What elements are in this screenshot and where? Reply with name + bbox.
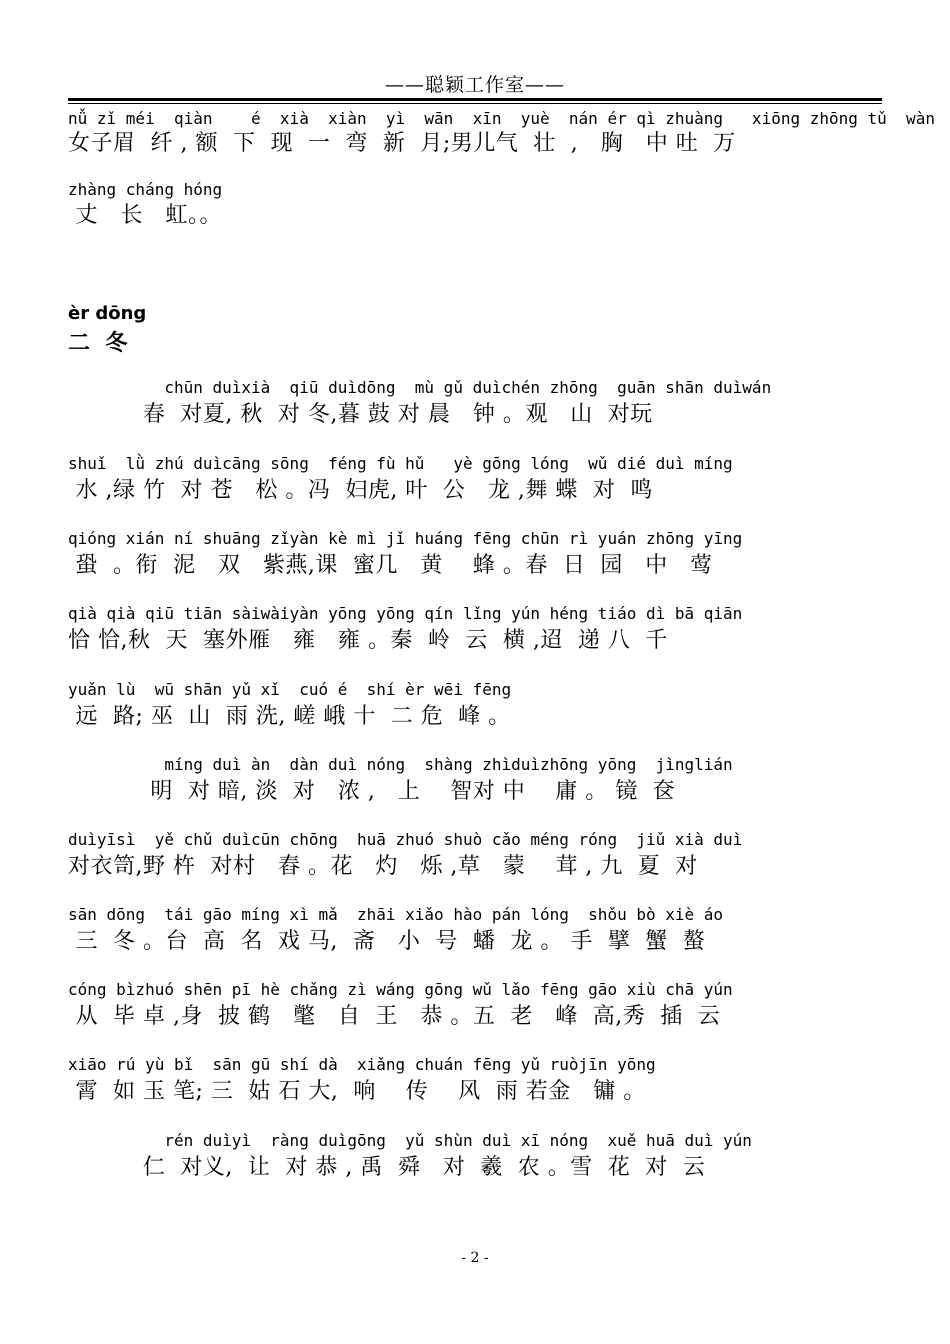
pinyin-line: míng duì àn dàn duì nóng shàng zhìduìzhōng yōng jìnglián <box>68 755 733 774</box>
pinyin-line: shuǐ lǜ zhú duìcāng sōng féng fù hǔ yè gōng lóng wǔ dié duì míng <box>68 454 733 473</box>
hanzi-line: 霄 如 玉 笔; 三 姑 石 大, 响 传 风 雨 若金 镛 。 <box>68 1079 646 1104</box>
hanzi-line: 女子眉 纤 , 额 下 现 一 弯 新 月;男儿气 壮 , 胸 中 吐 万 <box>68 131 736 156</box>
pinyin-line: sān dōng tái gāo míng xì mǎ zhāi xiǎo hào pán lóng shǒu bò xiè áo <box>68 905 724 924</box>
page-header: ——聪颖工作室—— <box>384 74 565 96</box>
pinyin-line: nǚ zǐ méi qiàn é xià xiàn yì wān xīn yuè nán ér qì zhuàng xiōng zhōng tǔ wàn <box>68 109 935 128</box>
hanzi-line: 水 ,绿 竹 对 苍 松 。冯 妇虎, 叶 公 龙 ,舞 蝶 对 鸣 <box>68 478 653 503</box>
hanzi-line: 春 对夏, 秋 对 冬,暮 鼓 对 晨 钟 。观 山 对玩 <box>68 402 653 427</box>
pinyin-line: qià qià qiū tiān sàiwàiyàn yōng yōng qín lǐng yún héng tiáo dì bā qiān <box>68 604 743 623</box>
hanzi-line: 恰 恰,秋 天 塞外雁 雍 雍 。秦 岭 云 横 ,迢 递 八 千 <box>68 628 668 653</box>
section-title: 二 冬 <box>68 330 128 356</box>
header-rule-thin <box>68 103 882 104</box>
pinyin-line: rén duìyì ràng duìgōng yǔ shùn duì xī nóng xuě huā duì yún <box>68 1131 752 1150</box>
pinyin-line: chūn duìxià qiū duìdōng mù gǔ duìchén zhōng guān shān duìwán <box>68 378 772 397</box>
page-number: - 2 - <box>461 1250 489 1266</box>
hanzi-line: 三 冬 。台 高 名 戏 马, 斋 小 号 蟠 龙 。 手 擘 蟹 螯 <box>68 929 706 954</box>
hanzi-line: 远 路; 巫 山 雨 洗, 嵯 峨 十 二 危 峰 。 <box>68 704 511 729</box>
header-rule-thick <box>68 98 882 101</box>
hanzi-line: 蛩 。衔 泥 双 紫燕,课 蜜几 黄 蜂 。春 日 园 中 莺 <box>68 553 713 578</box>
section-pinyin: èr dōng <box>68 303 147 324</box>
hanzi-line: 对衣笥,野 杵 对村 舂 。花 灼 烁 ,草 蒙 茸 , 九 夏 对 <box>68 854 698 879</box>
hanzi-line: 从 毕 卓 ,身 披 鹤 氅 自 王 恭 。五 老 峰 高,秀 插 云 <box>68 1004 721 1029</box>
pinyin-line: yuǎn lù wū shān yǔ xǐ cuó é shí èr wēi fēng <box>68 680 512 699</box>
hanzi-line: 明 对 暗, 淡 对 浓 , 上 智对 中 庸 。 镜 奁 <box>68 779 676 804</box>
pinyin-line: xiāo rú yù bǐ sān gū shí dà xiǎng chuán fēng yǔ ruòjīn yōng <box>68 1055 656 1074</box>
pinyin-line: cóng bìzhuó shēn pī hè chǎng zì wáng gōng wǔ lǎo fēng gāo xiù chā yún <box>68 980 733 999</box>
pinyin-line: qióng xián ní shuāng zǐyàn kè mì jǐ huáng fēng chūn rì yuán zhōng yīng <box>68 529 743 548</box>
hanzi-line: 丈 长 虹。。 <box>68 203 222 228</box>
hanzi-line: 仁 对义, 让 对 恭 , 禹 舜 对 羲 农 。雪 花 对 云 <box>68 1155 706 1180</box>
pinyin-line: zhàng cháng hóng <box>68 180 223 199</box>
pinyin-line: duìyīsì yě chǔ duìcūn chōng huā zhuó shuò cǎo méng róng jiǔ xià duì <box>68 830 743 849</box>
